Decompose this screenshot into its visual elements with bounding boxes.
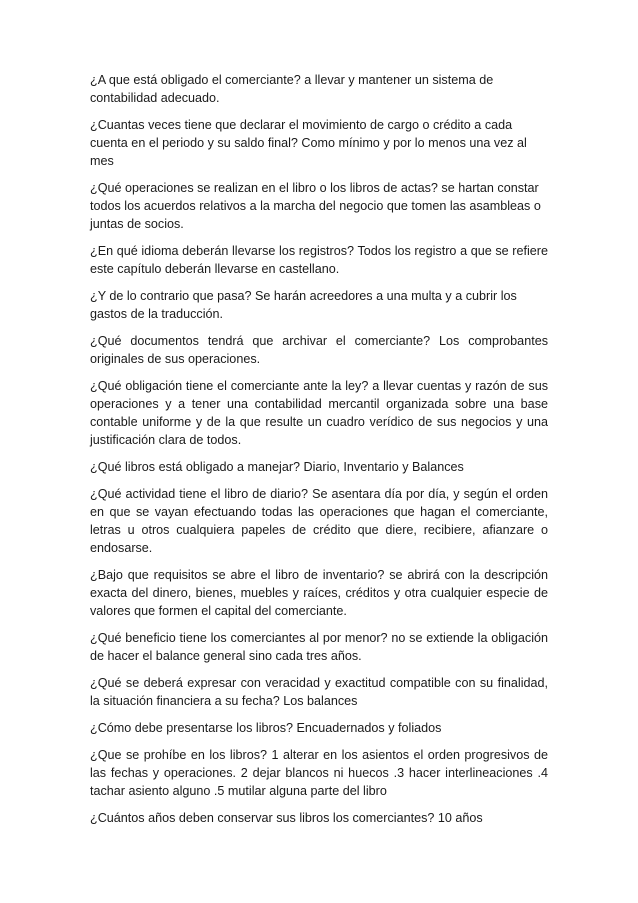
qa-paragraph-3: ¿Qué operaciones se realizan en el libro o los libros de actas? se hartan constar todos los acuerdos relativos a la marcha del negocio que tomen las asambleas o juntas de socios. xyxy=(90,181,541,231)
qa-paragraph-1: ¿A que está obligado el comerciante? a llevar y mantener un sistema de contabilidad adecuado. xyxy=(90,73,494,105)
qa-paragraph-12: ¿Qué se deberá expresar con veracidad y exactitud compatible con su finalidad, la situación financiera a su fecha? Los balances xyxy=(90,676,548,708)
qa-paragraph-8: ¿Qué libros está obligado a manejar? Diario, Inventario y Balances xyxy=(90,460,464,474)
qa-paragraph-9: ¿Qué actividad tiene el libro de diario? Se asentara día por día, y según el orden en que se vayan efectuando todas las operaciones que hagan el comerciante, letras u otros cualquiera papeles de crédito que diere, recibiere, afianzare o endosarse. xyxy=(90,487,548,555)
qa-paragraph-2: ¿Cuantas veces tiene que declarar el movimiento de cargo o crédito a cada cuenta en el periodo y su saldo final? Como mínimo y por lo menos una vez al mes xyxy=(90,118,527,168)
qa-paragraph-6: ¿Qué documentos tendrá que archivar el comerciante? Los comprobantes originales de sus operaciones. xyxy=(90,334,548,366)
qa-paragraph-11: ¿Qué beneficio tiene los comerciantes al por menor? no se extiende la obligación de hacer el balance general sino cada tres años. xyxy=(90,631,548,663)
qa-paragraph-10: ¿Bajo que requisitos se abre el libro de inventario? se abrirá con la descripción exacta del dinero, bienes, muebles y raíces, créditos y otra cualquier especie de valores que formen el capital del comerciante. xyxy=(90,568,548,618)
qa-paragraph-7: ¿Qué obligación tiene el comerciante ante la ley? a llevar cuentas y razón de sus operaciones y a tener una contabilidad mercantil organizada sobre una base contable uniforme y de la que resulte un cuadro verídico de sus negocios y una justificación clara de todos. xyxy=(90,379,548,447)
qa-paragraph-5: ¿Y de lo contrario que pasa? Se harán acreedores a una multa y a cubrir los gastos de la traducción. xyxy=(90,289,517,321)
document-body xyxy=(90,71,548,836)
qa-paragraph-4: ¿En qué idioma deberán llevarse los registros? Todos los registro a que se refiere este capítulo deberán llevarse en castellano. xyxy=(90,244,548,276)
qa-paragraph-14: ¿Que se prohíbe en los libros? 1 alterar en los asientos el orden progresivos de las fechas y operaciones. 2 dejar blancos ni huecos .3 hacer interlineaciones .4 tachar asiento alguno .5 mutilar alguna parte del libro xyxy=(90,748,548,798)
qa-paragraph-15: ¿Cuántos años deben conservar sus libros los comerciantes? 10 años xyxy=(90,811,483,825)
qa-paragraph-13: ¿Cómo debe presentarse los libros? Encuadernados y foliados xyxy=(90,721,442,735)
